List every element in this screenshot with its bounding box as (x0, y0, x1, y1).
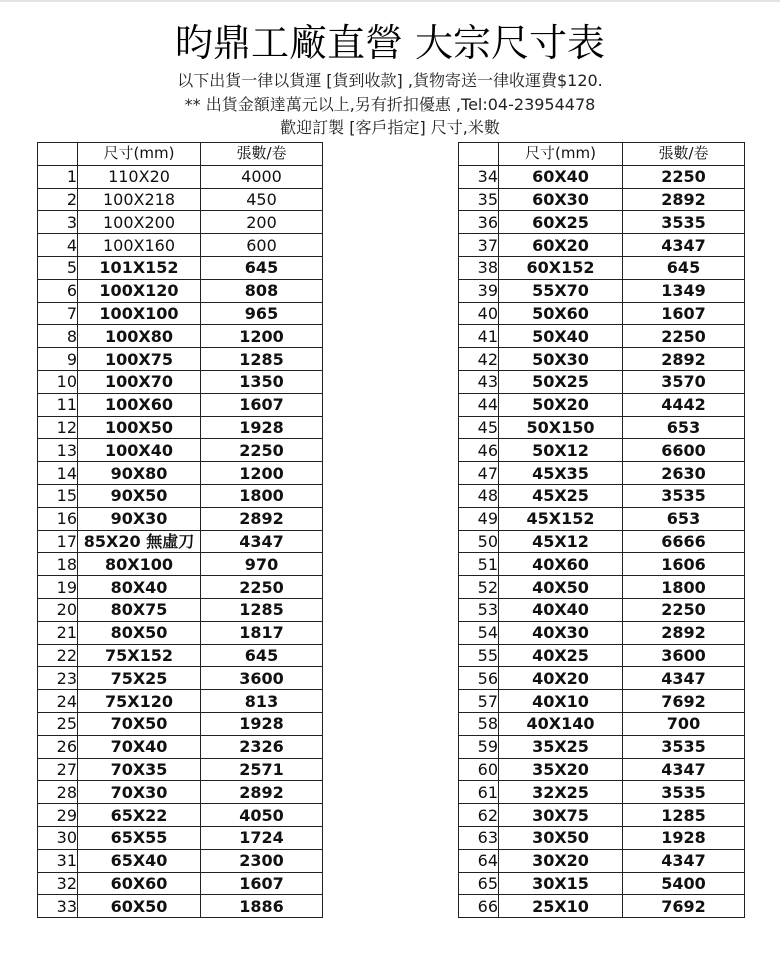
row-quantity: 1928 (623, 826, 745, 849)
size-table-left (37, 142, 323, 918)
row-index: 9 (38, 348, 78, 371)
table-row (38, 690, 323, 713)
row-size: 90X80 (78, 462, 201, 485)
table-row (459, 712, 745, 735)
row-quantity: 965 (201, 302, 323, 325)
table-row (459, 302, 745, 325)
table-row (459, 576, 745, 599)
row-quantity: 2892 (623, 621, 745, 644)
row-size: 100X200 (78, 211, 201, 234)
table-row (38, 553, 323, 576)
row-index: 53 (459, 598, 499, 621)
row-size: 75X25 (78, 667, 201, 690)
table-row (459, 325, 745, 348)
table-row (459, 826, 745, 849)
row-index: 11 (38, 393, 78, 416)
row-quantity: 4050 (201, 804, 323, 827)
row-index: 54 (459, 621, 499, 644)
table-header-row (459, 143, 745, 166)
row-size: 90X30 (78, 507, 201, 530)
row-quantity: 645 (201, 256, 323, 279)
row-quantity: 2630 (623, 462, 745, 485)
row-size: 45X35 (499, 462, 623, 485)
table-row (459, 348, 745, 371)
row-index: 29 (38, 804, 78, 827)
table-row (459, 849, 745, 872)
row-quantity: 1928 (201, 712, 323, 735)
row-size: 80X50 (78, 621, 201, 644)
row-quantity: 1607 (201, 393, 323, 416)
row-index: 37 (459, 234, 499, 257)
row-quantity: 1800 (201, 484, 323, 507)
header-quantity: 張數/卷 (201, 143, 323, 166)
row-quantity: 2571 (201, 758, 323, 781)
row-quantity: 1928 (201, 416, 323, 439)
table-row (38, 530, 323, 553)
row-size: 50X150 (499, 416, 623, 439)
table-row (459, 211, 745, 234)
row-index: 44 (459, 393, 499, 416)
table-row (38, 302, 323, 325)
row-index: 56 (459, 667, 499, 690)
row-size: 50X30 (499, 348, 623, 371)
table-row (459, 439, 745, 462)
table-row (38, 165, 323, 188)
row-size: 70X50 (78, 712, 201, 735)
table-row (38, 758, 323, 781)
row-quantity: 1724 (201, 826, 323, 849)
table-row (459, 484, 745, 507)
row-quantity: 4347 (623, 758, 745, 781)
row-index: 58 (459, 712, 499, 735)
row-quantity: 4347 (623, 667, 745, 690)
row-index: 51 (459, 553, 499, 576)
table-row (459, 872, 745, 895)
table-row (38, 507, 323, 530)
row-index: 18 (38, 553, 78, 576)
row-size: 100X50 (78, 416, 201, 439)
row-index: 49 (459, 507, 499, 530)
row-index: 21 (38, 621, 78, 644)
table-row (459, 279, 745, 302)
row-index: 50 (459, 530, 499, 553)
row-size: 80X75 (78, 598, 201, 621)
row-quantity: 813 (201, 690, 323, 713)
top-divider (0, 0, 780, 2)
row-index: 36 (459, 211, 499, 234)
table-row (459, 530, 745, 553)
row-size: 65X22 (78, 804, 201, 827)
row-index: 40 (459, 302, 499, 325)
row-quantity: 5400 (623, 872, 745, 895)
table-row (459, 804, 745, 827)
table-row (38, 895, 323, 918)
row-index: 46 (459, 439, 499, 462)
row-size: 55X70 (499, 279, 623, 302)
row-size: 90X50 (78, 484, 201, 507)
table-row (459, 188, 745, 211)
row-index: 6 (38, 279, 78, 302)
table-row (38, 370, 323, 393)
shipping-note: 以下出貨一律以貨運 [貨到收款] ,貨物寄送一律收運費$120. (177, 71, 603, 90)
row-quantity: 3535 (623, 781, 745, 804)
row-index: 45 (459, 416, 499, 439)
table-row (38, 462, 323, 485)
row-index: 28 (38, 781, 78, 804)
table-row (459, 462, 745, 485)
table-row (38, 393, 323, 416)
table-row (459, 256, 745, 279)
row-quantity: 7692 (623, 895, 745, 918)
table-row (459, 644, 745, 667)
row-index: 65 (459, 872, 499, 895)
custom-order-note: 歡迎訂製 [客戶指定] 尺寸,米數 (280, 118, 500, 137)
row-quantity: 2250 (623, 598, 745, 621)
table-row (38, 256, 323, 279)
row-index: 22 (38, 644, 78, 667)
row-quantity: 2892 (623, 348, 745, 371)
row-size: 35X25 (499, 735, 623, 758)
discount-note: ** 出貨金額達萬元以上,另有折扣優惠 ,Tel:04-23954478 (184, 95, 596, 114)
row-index: 52 (459, 576, 499, 599)
row-quantity: 645 (623, 256, 745, 279)
table-row (459, 553, 745, 576)
row-quantity: 200 (201, 211, 323, 234)
row-quantity: 1285 (623, 804, 745, 827)
table-row (38, 735, 323, 758)
row-index: 34 (459, 165, 499, 188)
row-size: 50X25 (499, 370, 623, 393)
table-row (459, 393, 745, 416)
row-quantity: 2892 (623, 188, 745, 211)
row-size: 40X50 (499, 576, 623, 599)
row-index: 62 (459, 804, 499, 827)
row-size: 100X60 (78, 393, 201, 416)
table-row (38, 325, 323, 348)
row-index: 35 (459, 188, 499, 211)
row-quantity: 1350 (201, 370, 323, 393)
row-quantity: 6666 (623, 530, 745, 553)
row-size: 50X20 (499, 393, 623, 416)
row-index: 61 (459, 781, 499, 804)
row-size: 75X120 (78, 690, 201, 713)
row-index: 42 (459, 348, 499, 371)
row-size: 25X10 (499, 895, 623, 918)
row-size: 110X20 (78, 165, 201, 188)
table-row (38, 211, 323, 234)
table-row (38, 849, 323, 872)
row-size: 70X35 (78, 758, 201, 781)
row-quantity: 2892 (201, 781, 323, 804)
row-quantity: 6600 (623, 439, 745, 462)
row-quantity: 2300 (201, 849, 323, 872)
table-row (459, 165, 745, 188)
table-row (38, 484, 323, 507)
row-quantity: 4347 (623, 234, 745, 257)
row-size: 45X12 (499, 530, 623, 553)
row-quantity: 3600 (623, 644, 745, 667)
table-row (38, 804, 323, 827)
row-size: 30X75 (499, 804, 623, 827)
row-quantity: 970 (201, 553, 323, 576)
row-index: 27 (38, 758, 78, 781)
row-quantity: 600 (201, 234, 323, 257)
row-size: 50X60 (499, 302, 623, 325)
row-size: 40X10 (499, 690, 623, 713)
row-index: 20 (38, 598, 78, 621)
row-index: 7 (38, 302, 78, 325)
row-index: 66 (459, 895, 499, 918)
row-index: 39 (459, 279, 499, 302)
row-quantity: 1607 (623, 302, 745, 325)
table-row (38, 621, 323, 644)
table-row (459, 895, 745, 918)
table-row (459, 690, 745, 713)
row-index: 30 (38, 826, 78, 849)
row-index: 16 (38, 507, 78, 530)
row-size: 70X40 (78, 735, 201, 758)
row-size: 60X20 (499, 234, 623, 257)
table-row (459, 781, 745, 804)
row-quantity: 700 (623, 712, 745, 735)
row-size: 100X70 (78, 370, 201, 393)
table-row (38, 712, 323, 735)
row-index: 55 (459, 644, 499, 667)
row-size: 100X75 (78, 348, 201, 371)
table-row (38, 439, 323, 462)
table-row (459, 667, 745, 690)
row-index: 33 (38, 895, 78, 918)
table-row (38, 576, 323, 599)
row-index: 41 (459, 325, 499, 348)
row-size: 65X55 (78, 826, 201, 849)
row-index: 43 (459, 370, 499, 393)
row-index: 14 (38, 462, 78, 485)
row-index: 8 (38, 325, 78, 348)
row-size: 60X30 (499, 188, 623, 211)
row-size: 60X152 (499, 256, 623, 279)
row-quantity: 1817 (201, 621, 323, 644)
row-quantity: 2250 (623, 165, 745, 188)
row-size: 80X100 (78, 553, 201, 576)
row-size: 30X50 (499, 826, 623, 849)
header-index (38, 143, 78, 166)
row-size: 100X160 (78, 234, 201, 257)
row-index: 31 (38, 849, 78, 872)
row-index: 15 (38, 484, 78, 507)
row-index: 23 (38, 667, 78, 690)
row-index: 25 (38, 712, 78, 735)
row-size: 30X15 (499, 872, 623, 895)
table-row (459, 416, 745, 439)
row-quantity: 7692 (623, 690, 745, 713)
row-index: 2 (38, 188, 78, 211)
row-index: 64 (459, 849, 499, 872)
table-row (38, 667, 323, 690)
table-row (38, 644, 323, 667)
table-row (38, 598, 323, 621)
row-size: 40X140 (499, 712, 623, 735)
row-size: 32X25 (499, 781, 623, 804)
row-index: 63 (459, 826, 499, 849)
row-quantity: 1886 (201, 895, 323, 918)
row-quantity: 3535 (623, 484, 745, 507)
table-row (459, 234, 745, 257)
row-quantity: 2892 (201, 507, 323, 530)
row-index: 57 (459, 690, 499, 713)
row-index: 48 (459, 484, 499, 507)
row-index: 32 (38, 872, 78, 895)
row-size: 40X40 (499, 598, 623, 621)
row-size: 60X50 (78, 895, 201, 918)
row-quantity: 2250 (623, 325, 745, 348)
table-row (459, 370, 745, 393)
row-quantity: 1200 (201, 325, 323, 348)
row-index: 47 (459, 462, 499, 485)
row-quantity: 3570 (623, 370, 745, 393)
row-size: 40X60 (499, 553, 623, 576)
row-size: 60X25 (499, 211, 623, 234)
row-quantity: 2326 (201, 735, 323, 758)
row-size: 40X20 (499, 667, 623, 690)
table-row (38, 348, 323, 371)
row-index: 19 (38, 576, 78, 599)
table-row (38, 416, 323, 439)
row-quantity: 450 (201, 188, 323, 211)
row-quantity: 2250 (201, 439, 323, 462)
row-size: 85X20 無虛刀 (78, 530, 201, 553)
row-quantity: 1200 (201, 462, 323, 485)
table-row (459, 507, 745, 530)
row-quantity: 808 (201, 279, 323, 302)
header-size: 尺寸(mm) (78, 143, 201, 166)
row-size: 50X40 (499, 325, 623, 348)
row-quantity: 3535 (623, 735, 745, 758)
row-index: 1 (38, 165, 78, 188)
row-quantity: 1285 (201, 598, 323, 621)
page-title: 昀鼎工廠直營 大宗尺寸表 (174, 21, 606, 65)
row-index: 60 (459, 758, 499, 781)
row-quantity: 3535 (623, 211, 745, 234)
row-quantity: 4442 (623, 393, 745, 416)
row-index: 38 (459, 256, 499, 279)
row-quantity: 653 (623, 416, 745, 439)
row-quantity: 1349 (623, 279, 745, 302)
row-size: 45X152 (499, 507, 623, 530)
row-index: 26 (38, 735, 78, 758)
row-size: 40X30 (499, 621, 623, 644)
row-size: 101X152 (78, 256, 201, 279)
row-quantity: 1607 (201, 872, 323, 895)
row-index: 10 (38, 370, 78, 393)
row-index: 59 (459, 735, 499, 758)
header-size: 尺寸(mm) (499, 143, 623, 166)
row-size: 30X20 (499, 849, 623, 872)
row-quantity: 2250 (201, 576, 323, 599)
row-quantity: 3600 (201, 667, 323, 690)
row-size: 100X40 (78, 439, 201, 462)
row-quantity: 4347 (623, 849, 745, 872)
row-size: 100X120 (78, 279, 201, 302)
table-row (459, 598, 745, 621)
table-row (38, 781, 323, 804)
table-row (38, 826, 323, 849)
row-size: 35X20 (499, 758, 623, 781)
row-size: 60X60 (78, 872, 201, 895)
table-header-row (38, 143, 323, 166)
table-row (459, 621, 745, 644)
table-row (38, 188, 323, 211)
row-quantity: 645 (201, 644, 323, 667)
row-size: 80X40 (78, 576, 201, 599)
row-size: 70X30 (78, 781, 201, 804)
row-index: 13 (38, 439, 78, 462)
header-index (459, 143, 499, 166)
row-quantity: 653 (623, 507, 745, 530)
table-row (38, 872, 323, 895)
size-table-right (458, 142, 745, 918)
row-size: 40X25 (499, 644, 623, 667)
table-row (459, 735, 745, 758)
row-size: 50X12 (499, 439, 623, 462)
row-index: 24 (38, 690, 78, 713)
row-size: 100X218 (78, 188, 201, 211)
table-row (38, 234, 323, 257)
row-size: 100X100 (78, 302, 201, 325)
row-index: 5 (38, 256, 78, 279)
row-size: 65X40 (78, 849, 201, 872)
row-quantity: 4347 (201, 530, 323, 553)
row-quantity: 1285 (201, 348, 323, 371)
row-size: 45X25 (499, 484, 623, 507)
row-size: 60X40 (499, 165, 623, 188)
row-quantity: 1800 (623, 576, 745, 599)
table-row (38, 279, 323, 302)
row-index: 3 (38, 211, 78, 234)
row-size: 100X80 (78, 325, 201, 348)
row-quantity: 4000 (201, 165, 323, 188)
row-index: 17 (38, 530, 78, 553)
row-index: 12 (38, 416, 78, 439)
row-quantity: 1606 (623, 553, 745, 576)
header-quantity: 張數/卷 (623, 143, 745, 166)
row-size: 75X152 (78, 644, 201, 667)
table-row (459, 758, 745, 781)
row-index: 4 (38, 234, 78, 257)
